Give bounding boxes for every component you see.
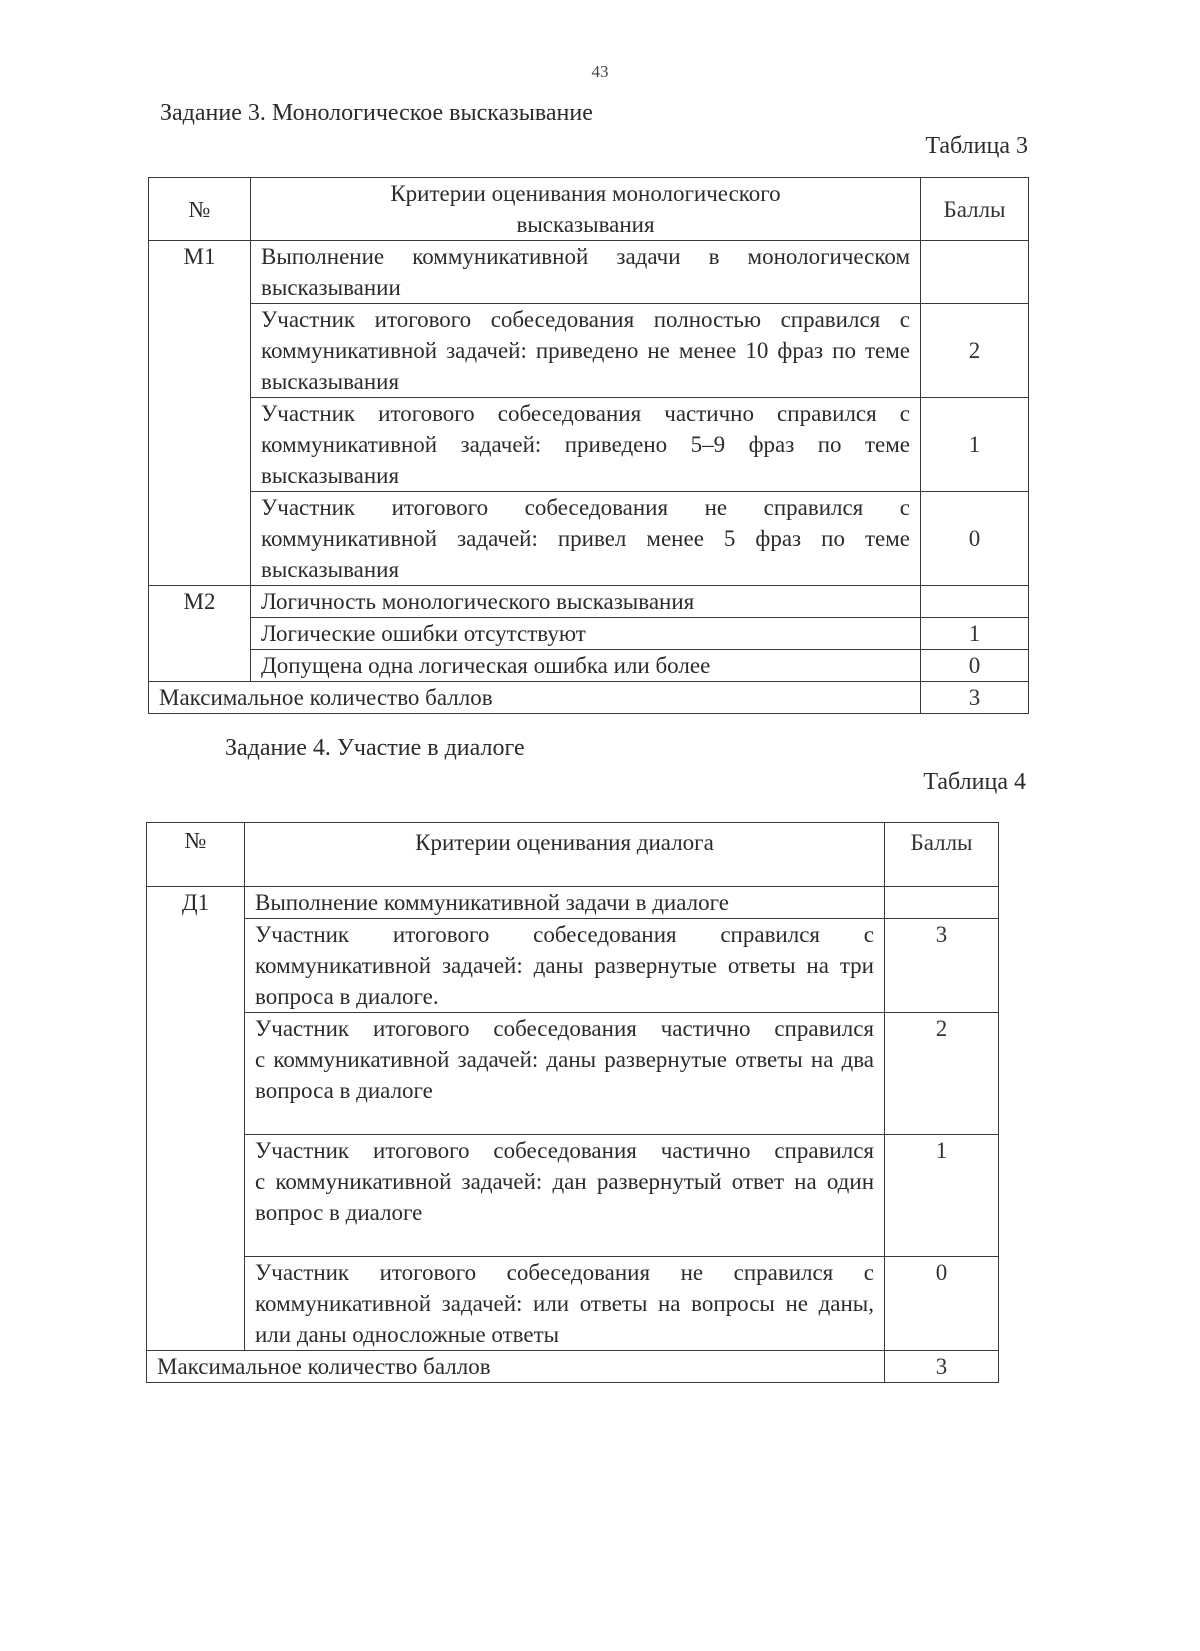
table-row [147, 887, 999, 919]
score-cell: 1 [921, 398, 1029, 492]
criterion-description-line2: с коммуникативной задачей: даны развернутые ответы на два вопроса в диалоге [255, 1047, 874, 1103]
criterion-description [245, 1013, 885, 1135]
task3-table-label: Таблица 3 [925, 133, 1028, 159]
score-cell [921, 586, 1029, 618]
criterion-description: Участник итогового собеседования полностью справился с коммуникативной задачей: приведено не менее 10 фраз по теме высказывания [251, 304, 921, 398]
criterion-description: Логические ошибки отсутствуют [251, 618, 921, 650]
table-row [149, 618, 1029, 650]
criterion-description: Участник итогового собеседования не справился с коммуникативной задачей: или ответы на вопросы не даны, или даны односложные ответы [245, 1257, 885, 1351]
score-header: Баллы [885, 823, 999, 887]
table-row [149, 398, 1029, 492]
total-label: Максимальное количество баллов [147, 1351, 885, 1383]
task3-header-row [149, 178, 1029, 241]
score-cell: 2 [885, 1013, 999, 1135]
total-row [149, 682, 1029, 714]
table-row [149, 650, 1029, 682]
criteria-header: Критерии оценивания диалога [245, 823, 885, 887]
criterion-code: М1 [149, 241, 251, 586]
criterion-description: Участник итогового собеседования частично справился с коммуникативной задачей: приведено 5–9 фраз по теме высказывания [251, 398, 921, 492]
num-header: № [149, 178, 251, 241]
score-cell: 1 [885, 1135, 999, 1257]
score-cell: 3 [885, 919, 999, 1013]
criterion-description: Участник итогового собеседования не справился с коммуникативной задачей: привел менее 5 фраз по теме высказывания [251, 492, 921, 586]
total-row [147, 1351, 999, 1383]
criterion-description [245, 1135, 885, 1257]
task3-criteria-table [148, 177, 1029, 714]
criterion-description-line2: с коммуникативной задачей: дан развернутый ответ на один вопрос в диалоге [255, 1169, 874, 1225]
score-cell: 1 [921, 618, 1029, 650]
table-row [149, 241, 1029, 304]
criterion-description-line1: Участник итогового собеседования частично справился [255, 1138, 874, 1163]
table-row [149, 492, 1029, 586]
table-row [147, 1257, 999, 1351]
score-cell: 0 [921, 650, 1029, 682]
total-score: 3 [885, 1351, 999, 1383]
task4-criteria-table [146, 822, 999, 1383]
total-score: 3 [921, 682, 1029, 714]
score-cell [921, 241, 1029, 304]
score-header: Баллы [921, 178, 1029, 241]
criterion-title: Выполнение коммуникативной задачи в диалоге [245, 887, 885, 919]
task4-header-row [147, 823, 999, 887]
score-cell: 0 [885, 1257, 999, 1351]
criterion-description-line1: Участник итогового собеседования частично справился [255, 1016, 874, 1041]
task4-heading: Задание 4. Участие в диалоге [225, 735, 525, 761]
criterion-description: Участник итогового собеседования справился с коммуникативной задачей: даны развернутые ответы на три вопроса в диалоге. [245, 919, 885, 1013]
criterion-title: Логичность монологического высказывания [251, 586, 921, 618]
table-row [147, 1013, 999, 1135]
table-row [147, 919, 999, 1013]
table-row [147, 1135, 999, 1257]
table-row [149, 586, 1029, 618]
criterion-title: Выполнение коммуникативной задачи в монологическом высказывании [251, 241, 921, 304]
criteria-header: Критерии оценивания монологического высказывания [251, 178, 921, 241]
score-cell: 2 [921, 304, 1029, 398]
criterion-code: М2 [149, 586, 251, 682]
criterion-code: Д1 [147, 887, 245, 1351]
num-header: № [147, 823, 245, 887]
criterion-description: Допущена одна логическая ошибка или более [251, 650, 921, 682]
score-cell [885, 887, 999, 919]
page-number: 43 [591, 62, 609, 81]
task3-heading: Задание 3. Монологическое высказывание [160, 100, 593, 126]
task4-table-label: Таблица 4 [923, 769, 1026, 795]
total-label: Максимальное количество баллов [149, 682, 921, 714]
table-row [149, 304, 1029, 398]
score-cell: 0 [921, 492, 1029, 586]
